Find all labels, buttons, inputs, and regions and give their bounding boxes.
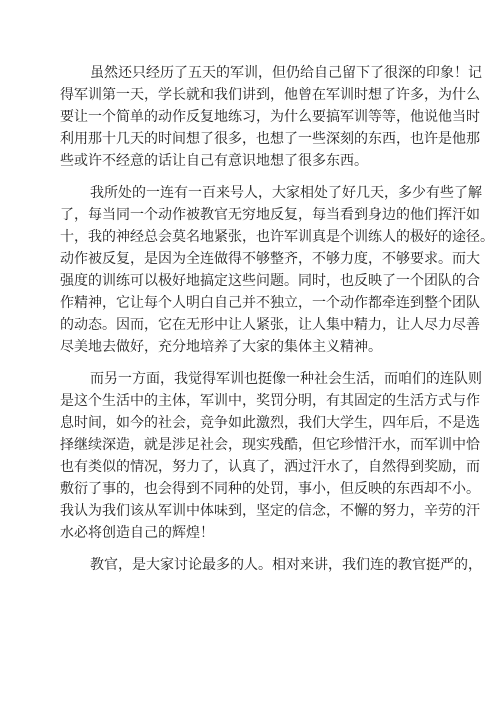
text-line: 虽然还只经历了五天的军训，但仍给自己留下了很深的印象！记	[90, 65, 482, 81]
text-line: 强度的训练可以极好地搞定这些问题。同时，也反映了一个团队的合	[60, 273, 480, 289]
text-line: 尽美地去做好，充分地培养了大家的集体主义精神。	[60, 339, 382, 355]
paragraph-1	[60, 62, 482, 172]
document-body	[60, 62, 494, 576]
text-line: 动作被反复，是因为全连做得不够整齐，不够力度，不够要求。而大	[60, 251, 480, 267]
text-line: 利用那十几天的时间想了很多，也想了一些深刻的东西，也许是他那	[60, 131, 480, 147]
text-line: 作精神，它让每个人明白自己并不独立，一个动作都牵连到整个团队	[60, 295, 480, 311]
text-line: 要让一个简单的动作反复地练习，为什么要搞军训等等，他说他当时	[60, 109, 480, 125]
text-line: 我认为我们该从军训中体味到，坚定的信念，不懈的努力，辛劳的汗	[60, 503, 480, 519]
text-line: 得军训第一天，学长就和我们讲到，他曾在军训时想了许多，为什么	[60, 87, 480, 103]
text-line: 十，我的神经总会莫名地紧张，也许军训真是个训练人的极好的途径。	[60, 229, 494, 245]
text-line: 也有类似的情况，努力了，认真了，洒过汗水了，自然得到奖励，而	[60, 459, 480, 475]
text-line: 些或许不经意的话让自己有意识地想了很多东西。	[60, 153, 368, 169]
text-line: 择继续深造，就是涉足社会，现实残酷，但它珍惜汗水，而军训中恰	[60, 437, 480, 453]
text-line: 而另一方面，我觉得军训也挺像一种社会生活，而咱们的连队则	[90, 371, 482, 387]
text-line: 是这个生活中的主体，军训中，奖罚分明，有其固定的生活方式与作	[60, 393, 480, 409]
text-line: 了，每当同一个动作被教官无穷地反复，每当看到身边的他们挥汗如	[60, 207, 480, 223]
text-line: 我所处的一连有一百来号人，大家相处了好几天，多少有些了解	[90, 185, 482, 201]
paragraph-3	[60, 368, 482, 544]
text-line: 水必将创造自己的辉煌！	[60, 525, 214, 541]
text-line: 敷衍了事的，也会得到不同种的处罚，事小，但反映的东西却不小。	[60, 481, 480, 497]
text-line: 的动态。因而，它在无形中让人紧张，让人集中精力，让人尽力尽善	[60, 317, 480, 333]
text-line: 教官，是大家讨论最多的人。相对来讲，我们连的教官挺严的，	[90, 557, 482, 573]
text-line: 息时间，如今的社会，竞争如此激烈，我们大学生，四年后，不是选	[60, 415, 480, 431]
paragraph-4	[60, 554, 482, 576]
paragraph-2	[60, 182, 494, 358]
